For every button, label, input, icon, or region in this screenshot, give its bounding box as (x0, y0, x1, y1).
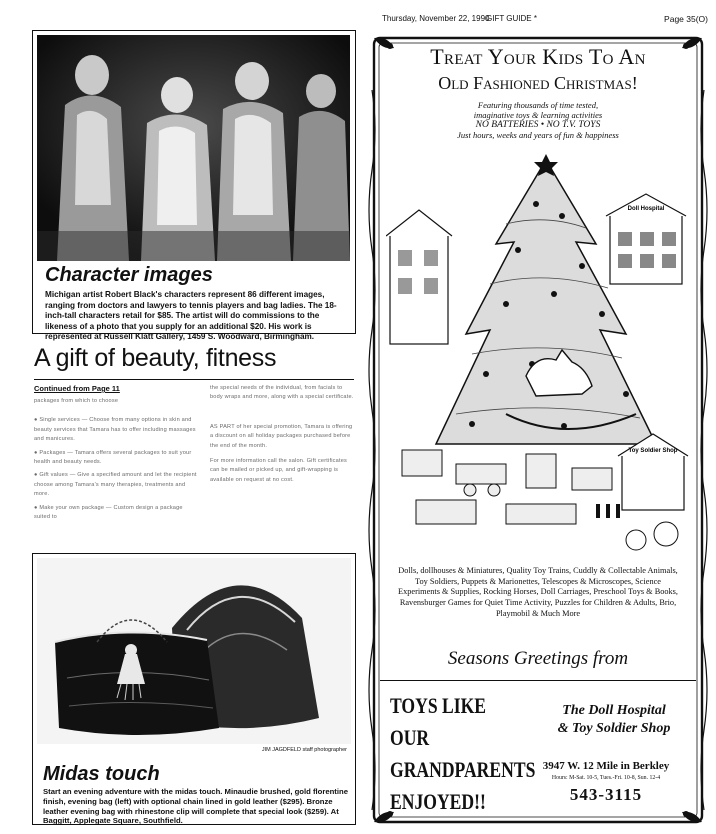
col2-paragraph: the special needs of the individual, from facials to body wraps and more, along with a special certificate. (210, 385, 354, 401)
ad-headline-1: Treat Your Kids To An (430, 44, 646, 69)
ad-headline-2: Old Fashioned Christmas! (438, 73, 638, 93)
shop-hours: Hours: M-Sat. 10-5, Tues.-Fri. 10-8, Sun. 12-4 (551, 775, 661, 781)
col1-paragraph: ● Packages — Tamara offers several packages to suit your health and beauty needs. (34, 449, 192, 466)
col1-paragraph: ● Gift values — Give a specified amount and let the recipient choose among Tamara's many therapies, treatments and more. (34, 472, 197, 498)
slogan-line-2: GRANDPARENTS (390, 757, 536, 782)
col1-paragraph: ● Single services — Choose from many options in skin and beauty services that Tamara has to offer including massages and manicures. (34, 417, 196, 443)
header-section: GIFT GUIDE * (486, 14, 537, 23)
headline-rule (34, 379, 354, 380)
seasons-greetings: Seasons Greetings from (447, 648, 629, 669)
shop-name-2: & Toy Soldier Shop (557, 721, 671, 736)
ad-tagline-block (386, 100, 690, 140)
character-images-box (32, 30, 356, 342)
ad-tagline-3: NO BATTERIES • NO T.V. TOYS (475, 120, 601, 130)
slogan-block (390, 690, 536, 818)
shop-phone: 543-3115 (569, 785, 643, 804)
article-headline: A gift of beauty, fitness (34, 344, 277, 372)
character-images-title: Character images (45, 264, 213, 286)
character-images-caption: Michigan artist Robert Black's characters represent 86 different images, ranging from doctors and lawyers to tennis players and bag ladies. The 18-inch-tall characters retail for $85. The artist will do commissions to the likeness of a photo that you supply for an additional $20. His work is represented at Russell Klatt Gallery, 1459 S. Woodward, Birmingham. (45, 290, 337, 342)
article-column-1 (34, 397, 200, 522)
shop-name (532, 702, 696, 738)
ad-tagline-2: imaginative toys & learning activities (473, 110, 603, 120)
col1-paragraph: ● Make your own package — Custom design a package suited to (34, 504, 183, 521)
header-date: Thursday, November 22, 1990 (382, 14, 490, 23)
col2-paragraph: AS PART of her special promotion, Tamara is offering a discount on all holiday packages purchased before the end of the month. (210, 423, 353, 449)
shop-address: 3947 W. 12 Mile in Berkley (542, 760, 670, 772)
midas-touch-box (32, 553, 356, 825)
doll-hospital-sign: Doll Hospital (627, 206, 665, 212)
page-header (382, 14, 708, 28)
character-figures-photo (37, 35, 350, 261)
photo-credit: JIM JAGDFELD staff photographer (261, 747, 347, 753)
article-column-2 (210, 384, 354, 485)
midas-touch-title: Midas touch (43, 763, 160, 785)
ad-tagline-4: Just hours, weeks and years of fun & happiness (457, 130, 619, 140)
toy-soldier-sign: Toy Soldier Shop (628, 448, 678, 454)
midas-touch-caption: Start an evening adventure with the midas touch. Minaudie brushed, gold florentine finish, evening bag (left) with optional chain lined in gold leather ($295). Bronze leather evening bag with rhinestone clip will complete that special look ($259). At Baggitt, Applegate Square, Southfield. (43, 787, 348, 826)
col2-paragraph: For more information call the salon. Gift certificates can be mailed or picked up, and gift-wrapping is available on request at no cost. (210, 458, 348, 483)
col1-paragraph: packages from which to choose (34, 398, 119, 404)
evening-bags-photo (37, 558, 351, 744)
ad-divider (380, 680, 696, 681)
toy-list: Dolls, dollhouses & Miniatures, Quality Toy Trains, Cuddly & Collectable Animals, Toy Soldiers, Puppets & Marionettes, Telescopes & Microscopes, Science Experiments & Supplies, Rocking Horses, Doll Carriages, Preschool Toys & Books, Ravensburger Games for Quiet Time Activity, Puzzles for Children & Adults, Brio, Playmobil & Much More (398, 566, 678, 618)
christmas-tree-illustration (386, 154, 690, 562)
continued-line: Continued from Page 11 (34, 384, 120, 393)
shop-name-1: The Doll Hospital (562, 703, 666, 718)
ad-tagline-1: Featuring thousands of time tested, (477, 100, 599, 110)
header-page: Page 35(O) (664, 14, 708, 24)
toy-shop-ad (366, 30, 710, 830)
slogan-line-3: ENJOYED!! (390, 789, 486, 814)
slogan-line-1: TOYS LIKE OUR (390, 693, 487, 750)
